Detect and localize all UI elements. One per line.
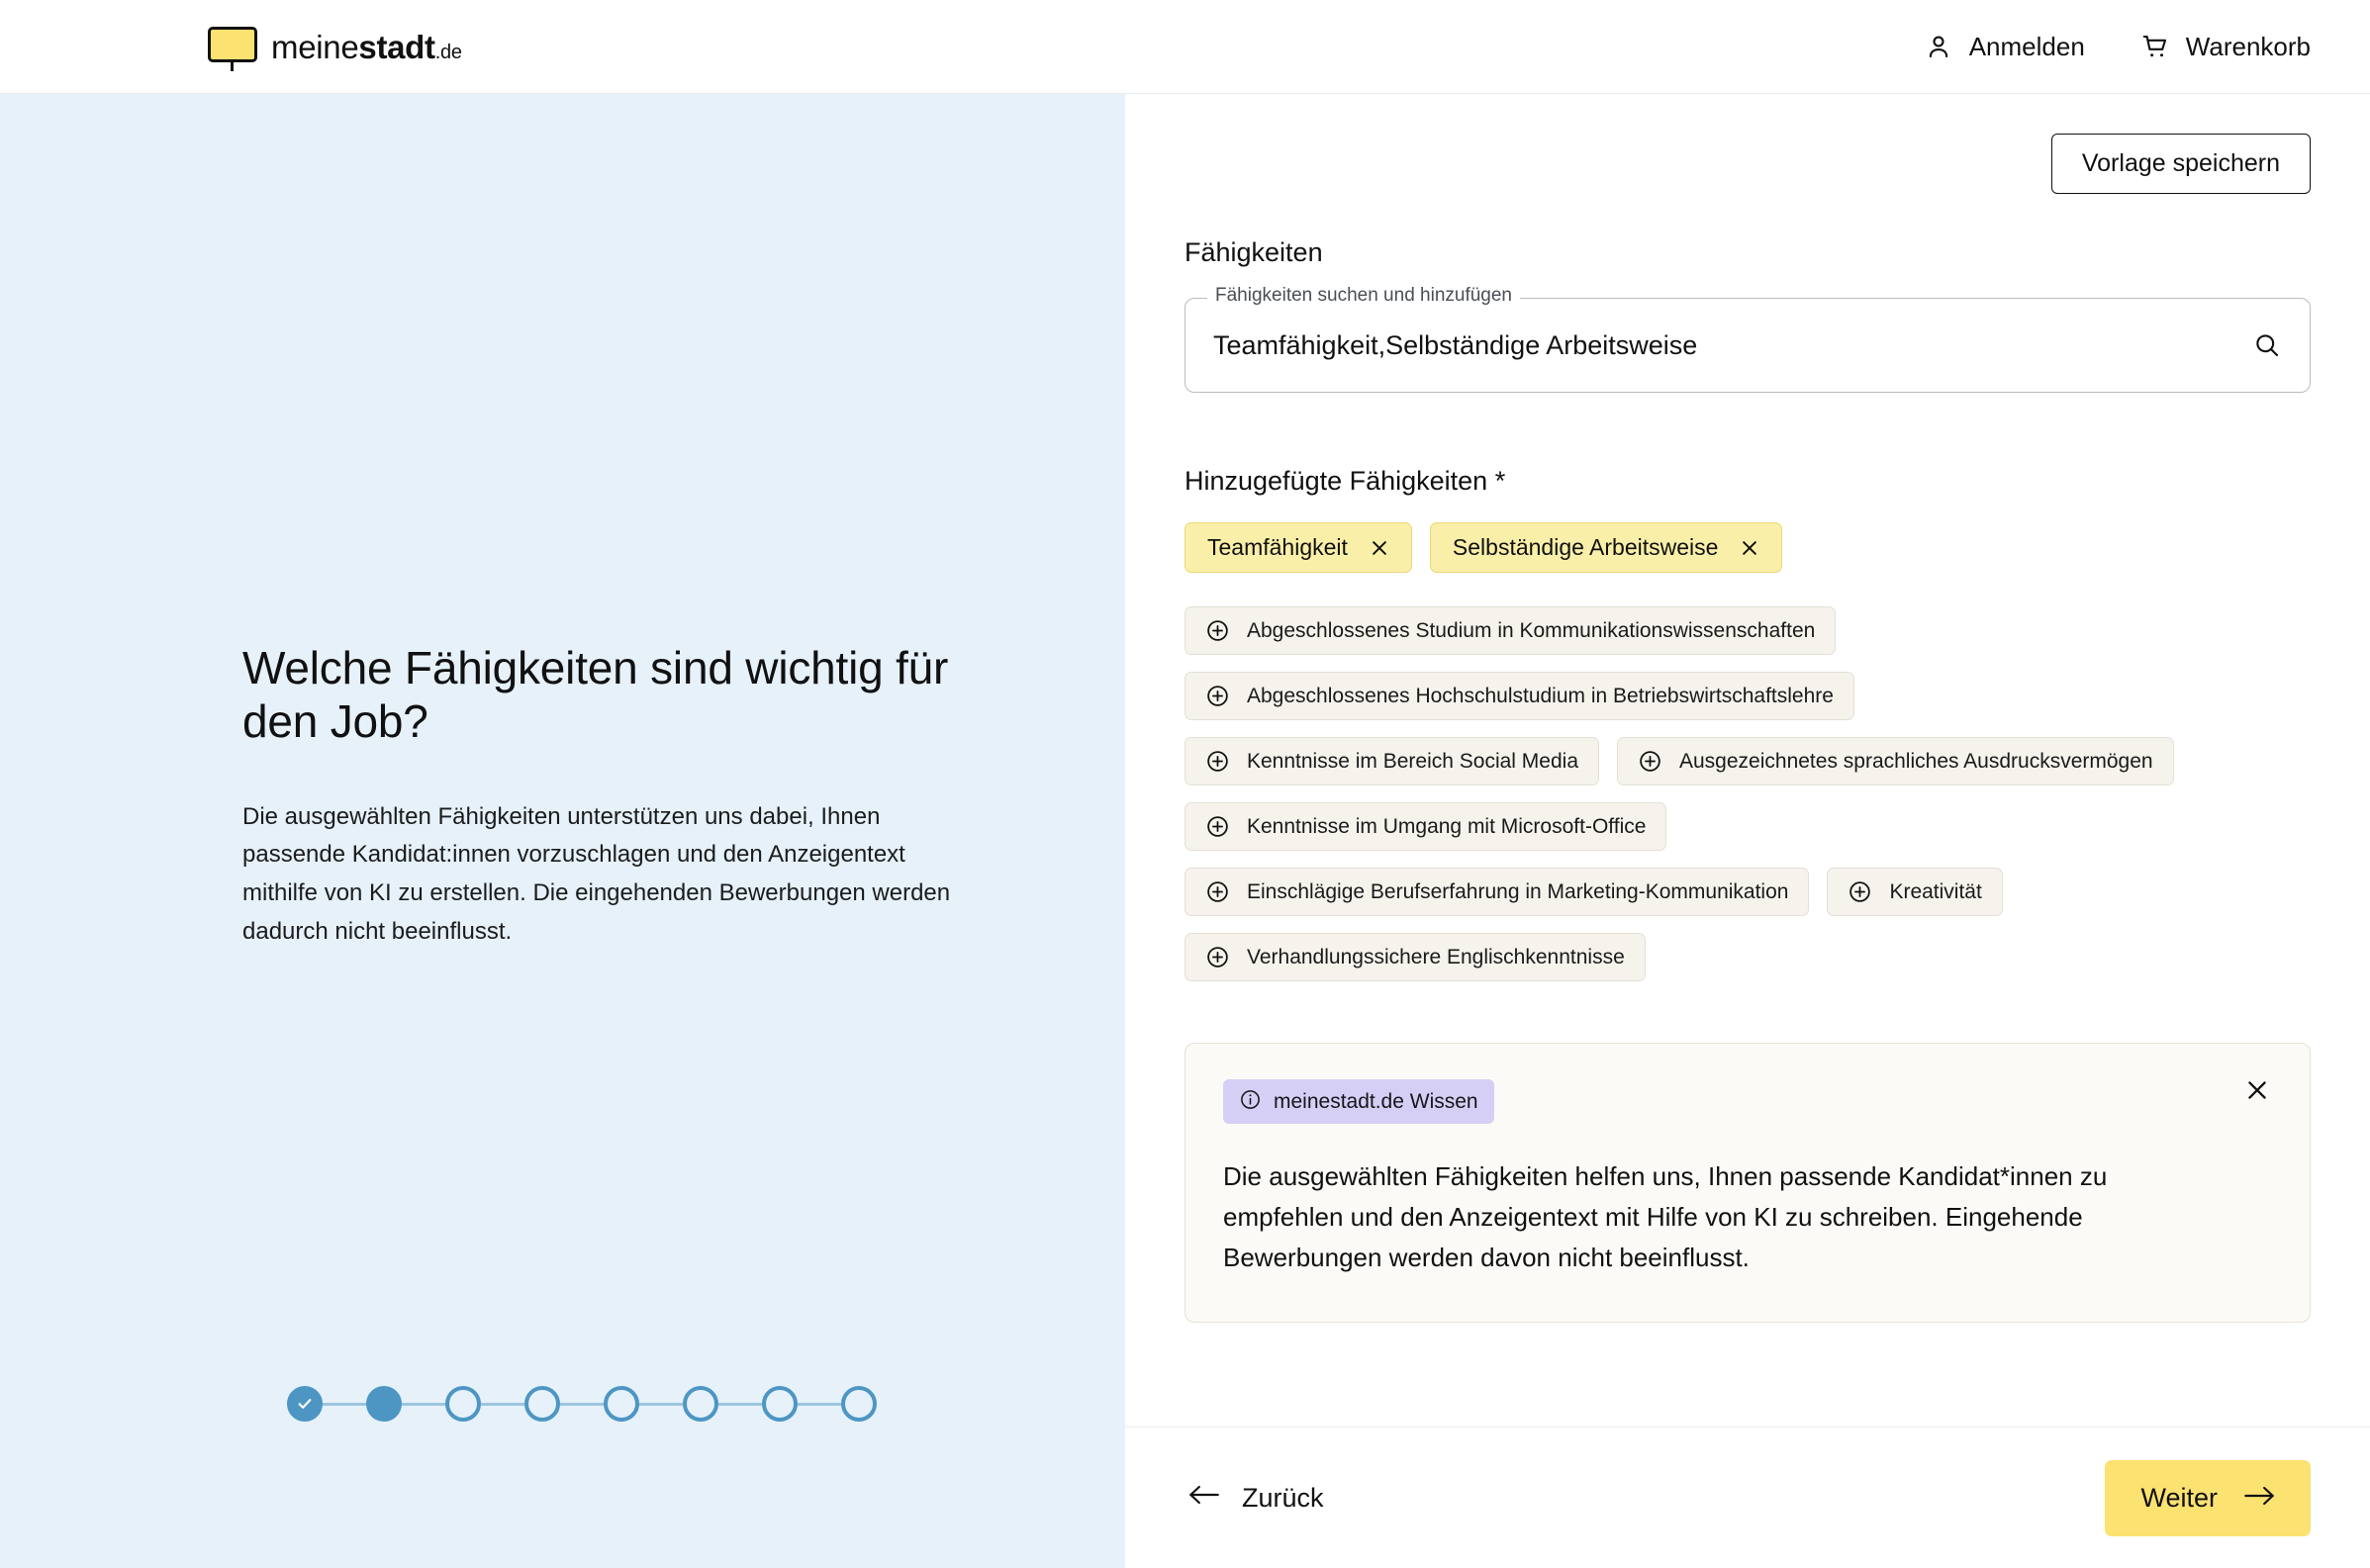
save-template-row xyxy=(1185,134,2311,194)
remove-icon[interactable] xyxy=(1370,538,1389,558)
step-8[interactable] xyxy=(841,1386,877,1422)
cart-label: Warenkorb xyxy=(2185,31,2311,61)
step-connector xyxy=(798,1403,841,1406)
page-body xyxy=(0,94,2370,1568)
suggestion-chip[interactable] xyxy=(1185,802,1666,851)
user-icon xyxy=(1924,32,1953,61)
step-3[interactable] xyxy=(445,1386,481,1422)
cart-icon xyxy=(2140,32,2170,61)
add-icon xyxy=(1848,879,1872,904)
arrow-right-icon xyxy=(2243,1483,2275,1514)
add-icon xyxy=(1205,879,1230,904)
search-icon[interactable] xyxy=(2252,330,2282,360)
suggestion-label: Einschlägige Berufserfahrung in Marketing-Kommunikation xyxy=(1247,879,1789,903)
cart-button[interactable] xyxy=(2140,32,2311,62)
suggestion-row xyxy=(1185,672,2311,720)
close-icon[interactable] xyxy=(2240,1073,2274,1107)
skills-search-field[interactable] xyxy=(1185,285,2311,393)
knowledge-infobox-text: Die ausgewählten Fähigkeiten helfen uns, Ihnen passende Kandidat*innen zu empfehlen und den Anzeigentext mit Hilfe von KI zu schreiben. Eingehende Bewerbungen werden davon nicht beeinflusst. xyxy=(1223,1161,2108,1273)
back-label: Zurück xyxy=(1242,1482,1324,1513)
step-4[interactable] xyxy=(524,1386,560,1422)
skills-search-input[interactable] xyxy=(1213,330,2252,361)
suggestion-chip[interactable] xyxy=(1185,933,1646,981)
step-indicator xyxy=(287,1386,877,1422)
knowledge-badge xyxy=(1223,1079,1494,1124)
added-skills-row xyxy=(1185,522,2311,573)
added-skill-chip[interactable] xyxy=(1185,522,1412,573)
site-header xyxy=(0,0,2370,94)
step-connector xyxy=(639,1403,683,1406)
next-button[interactable] xyxy=(2105,1460,2311,1536)
suggestion-label: Verhandlungssichere Englischkenntnisse xyxy=(1247,945,1625,968)
back-button[interactable] xyxy=(1185,1472,1328,1524)
add-icon xyxy=(1205,945,1230,969)
suggestion-label: Kenntnisse im Bereich Social Media xyxy=(1247,749,1578,773)
logo-word-bold: stadt xyxy=(358,28,435,65)
page-title: Welche Fähigkeiten sind wichtig für den Job? xyxy=(242,641,949,748)
step-connector xyxy=(402,1403,445,1406)
knowledge-infobox xyxy=(1185,1043,2311,1323)
form-footer xyxy=(1125,1427,2370,1568)
add-icon xyxy=(1638,749,1662,774)
suggestion-label: Ausgezeichnetes sprachliches Ausdrucksvermögen xyxy=(1679,749,2153,773)
step-2-current[interactable] xyxy=(366,1386,402,1422)
step-5[interactable] xyxy=(604,1386,639,1422)
step-connector xyxy=(481,1403,524,1406)
next-label: Weiter xyxy=(2140,1482,2218,1513)
suggestion-chip[interactable] xyxy=(1185,606,1836,655)
step-connector xyxy=(718,1403,762,1406)
remove-icon[interactable] xyxy=(1740,538,1759,558)
suggestion-chip[interactable] xyxy=(1185,868,1809,916)
logo-word-thin: meine xyxy=(271,28,359,65)
added-skills-title: Hinzugefügte Fähigkeiten * xyxy=(1185,466,1506,496)
add-icon xyxy=(1205,618,1230,643)
step-connector xyxy=(560,1403,604,1406)
suggestion-row xyxy=(1185,933,2311,981)
suggestion-label: Kreativität xyxy=(1889,879,1982,903)
arrow-left-icon xyxy=(1188,1482,1220,1515)
suggestion-label: Abgeschlossenes Hochschulstudium in Betriebswirtschaftslehre xyxy=(1247,684,1834,707)
login-label: Anmelden xyxy=(1968,31,2085,61)
suggestion-label: Kenntnisse im Umgang mit Microsoft-Office xyxy=(1247,814,1647,838)
form-content xyxy=(1125,94,2370,1427)
step-connector xyxy=(323,1403,366,1406)
page-description: Die ausgewählten Fähigkeiten unterstützen uns dabei, Ihnen passende Kandidat:innen vorzuschlagen und den Anzeigentext mithilfe von KI zu erstellen. Die eingehenden Bewerbungen werden dadurch nicht beeinflusst. xyxy=(242,802,951,946)
suggestion-chip[interactable] xyxy=(1185,737,1599,785)
added-skill-label: Selbständige Arbeitsweise xyxy=(1452,534,1719,560)
skills-section-title: Fähigkeiten xyxy=(1185,237,1323,267)
suggested-skills-list xyxy=(1185,606,2311,981)
added-skill-label: Teamfähigkeit xyxy=(1207,534,1348,560)
knowledge-badge-label: meinestadt.de Wissen xyxy=(1274,1090,1478,1113)
suggestion-row xyxy=(1185,606,2311,655)
step-1-done[interactable] xyxy=(287,1386,323,1422)
suggestion-label: Abgeschlossenes Studium in Kommunikationswissenschaften xyxy=(1247,618,1816,642)
suggestion-row xyxy=(1185,737,2311,785)
add-icon xyxy=(1205,749,1230,774)
meinestadt-logo-icon xyxy=(208,27,257,66)
suggestion-row xyxy=(1185,802,2311,851)
logo[interactable] xyxy=(208,27,462,66)
add-icon xyxy=(1205,684,1230,708)
suggestion-row xyxy=(1185,868,2311,916)
header-actions xyxy=(1924,32,2311,62)
logo-text xyxy=(271,28,462,65)
save-template-button[interactable]: Vorlage speichern xyxy=(2051,134,2311,194)
left-info-panel xyxy=(0,94,1125,1568)
logo-tld: .de xyxy=(434,41,462,63)
info-icon xyxy=(1239,1088,1262,1115)
skills-search-legend: Fähigkeiten suchen und hinzufügen xyxy=(1207,286,1520,305)
step-6[interactable] xyxy=(683,1386,718,1422)
step-7[interactable] xyxy=(762,1386,798,1422)
right-form-panel xyxy=(1125,94,2370,1568)
login-button[interactable] xyxy=(1924,32,2085,62)
added-skill-chip[interactable] xyxy=(1430,522,1783,573)
suggestion-chip[interactable] xyxy=(1617,737,2174,785)
added-skills-list xyxy=(1185,522,2311,573)
add-icon xyxy=(1205,814,1230,839)
suggestion-chip[interactable] xyxy=(1185,672,1854,720)
suggestion-chip[interactable] xyxy=(1827,868,2002,916)
